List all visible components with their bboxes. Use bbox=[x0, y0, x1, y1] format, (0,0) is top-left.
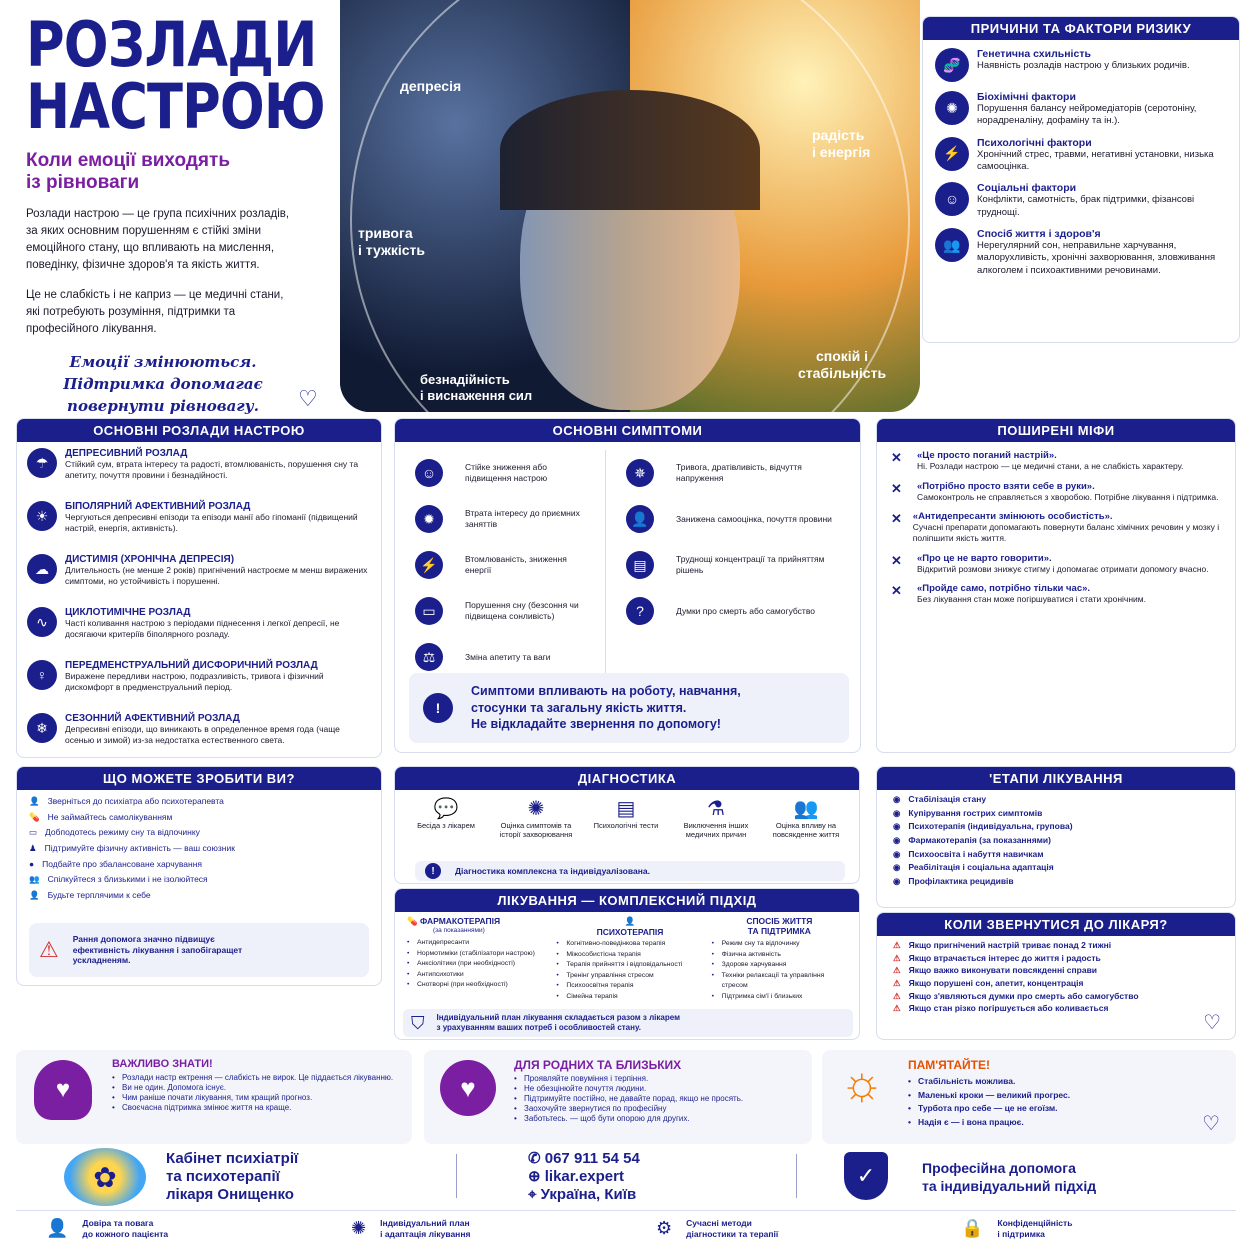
selfhelp-item: ▭ Добподотесь режиму сну та відпочинку bbox=[29, 827, 200, 838]
stages-title: 'ЕТАПИ ЛІКУВАННЯ bbox=[877, 767, 1235, 790]
page-subtitle: Коли емоції виходять із рівноваги bbox=[26, 150, 231, 193]
cross-icon: ✕ bbox=[891, 450, 902, 465]
lock-icon: 🔒 bbox=[961, 1218, 984, 1238]
stress-icon: ✵ bbox=[626, 459, 654, 487]
myth-item: ✕ «Антидепресанти змінюють особистість». Сучасні препарати допомагають повернути баланс хімічних речовин у мозку і поліпшити якість життя. bbox=[891, 511, 1220, 543]
symptom-item: ✹ Втрата інтересу до приємних заняттів bbox=[415, 496, 605, 542]
label-hopelessness: безнадійність і виснаження сил bbox=[420, 372, 533, 403]
when-list bbox=[877, 936, 1235, 1018]
symptom-item: ⚡ Втомлюваність, зниження енергії bbox=[415, 542, 605, 588]
clinic-name: Кабінет психіатрії та психотерапії лікаря Онищенко bbox=[166, 1150, 299, 1203]
symptoms-alert bbox=[409, 673, 849, 743]
scale-icon: ⚖ bbox=[415, 643, 443, 671]
intro-paragraph-2: Це не слабкість і не каприз — це медичні стани, які потребують розуміння, підтримки та професійного лікування. bbox=[26, 288, 284, 336]
chat-icon: 💬 bbox=[433, 798, 459, 820]
family-content: ДЛЯ РОДНИХ ТА БЛИЗЬКИХ • Проявляйте повуміння і терпіння. • Не обезцінюйте почуття людини. • Підтримуйте постійно, не давайте порад, якщо не просять. • Заохочуйте звернутися по професійну • Заботьтесь. — щоб бути опорою для других. bbox=[514, 1058, 804, 1124]
selfhelp-item: 💊 Не займайтесь самолікуванням bbox=[29, 811, 173, 822]
diagnostic-item: 💬 Бесіда з лікарем bbox=[401, 796, 491, 840]
heart-icon: ♡ bbox=[1203, 1012, 1221, 1034]
remember-content: ПАМ'ЯТАЙТЕ! • Стабільність можлива. • Маленькі кроки — великий прогрес. • Турбота про себе — це не егоїзм. • Надія є — і вона працює. bbox=[908, 1058, 1188, 1129]
shield-check-icon: ✓ bbox=[844, 1152, 888, 1200]
warning-icon: ⚠ bbox=[893, 977, 901, 988]
diagnostic-item: ⚗ Виключення інших медичних причин bbox=[671, 796, 761, 840]
running-icon: ♟ bbox=[29, 842, 37, 853]
phone-icon: ✆ bbox=[528, 1150, 545, 1167]
apple-icon: ● bbox=[29, 858, 35, 869]
checklist-icon: ▤ bbox=[626, 551, 654, 579]
cross-icon: ✕ bbox=[891, 552, 902, 568]
gear-icon: ✹ bbox=[415, 505, 443, 533]
label-anxiety: тривога і тужкість bbox=[358, 225, 426, 258]
group-icon: 👥 bbox=[793, 798, 819, 820]
sun-icon: ☼ bbox=[840, 1057, 884, 1110]
warning-icon: ⚠ bbox=[39, 937, 59, 962]
footer bbox=[16, 1148, 1236, 1208]
warning-icon: ⚠ bbox=[893, 965, 901, 976]
when-panel bbox=[876, 912, 1236, 1040]
stage-item: ◉ Психотерапія (індивідуальна, групова) bbox=[893, 821, 1073, 832]
when-item: ⚠ Якщо порушені сон, апетит, концентрація bbox=[893, 977, 1084, 988]
pin-icon: ⌖ bbox=[528, 1186, 541, 1203]
treatment-plan-note bbox=[403, 1009, 853, 1037]
wave-icon: ∿ bbox=[27, 607, 57, 637]
slogan: Професійна допомога та індивідуальний підхід bbox=[922, 1160, 1097, 1194]
cause-item: 🧬 Генетична схильність Наявність розладів настрою у близьких родичів. bbox=[935, 48, 1227, 82]
brain-icon: ✺ bbox=[935, 91, 969, 125]
warning-icon: ⚠ bbox=[893, 940, 901, 950]
myth-item: ✕ «Пройде само, потрібно тільки час». Без лікування стан може погіршуватися і стати хронічним. bbox=[891, 583, 1147, 605]
symptoms-left-col bbox=[415, 450, 606, 680]
sun-icon: ☀ bbox=[27, 501, 57, 531]
myths-list bbox=[877, 442, 1235, 613]
lightning-icon: ⚡ bbox=[415, 551, 443, 579]
remember-panel bbox=[822, 1050, 1236, 1144]
intro-paragraph: Розлади настрою — це група психічних розладів, за яких основним порушенням є стійкі зміни емоційного стану, що впливають на мислення, поведінку, фізичне здоров'я та якість життя. bbox=[26, 207, 290, 272]
cross-icon: ✕ bbox=[891, 480, 902, 496]
symptom-item: ▤ Труднощі концентрації та прийняттям рішень bbox=[626, 542, 846, 588]
causes-title: ПРИЧИНИ ТА ФАКТОРИ РИЗИКУ bbox=[923, 17, 1239, 40]
diagnostic-item: ▤ Психологічні тести bbox=[581, 796, 671, 840]
myth-item: ✕ «Потрібно просто взяти себе в руки». Самоконтроль не справляється з хворобою. Потрібне лікування і підтримка. bbox=[891, 480, 1219, 502]
stage-item: ◉ Стабілізація стану bbox=[893, 794, 987, 804]
symptom-item: ⚖ Зміна апетиту та ваги bbox=[415, 634, 605, 680]
causes-panel bbox=[922, 16, 1240, 343]
plan-text: Індивідуальний план лікування складається разом з лікарем з урахуванням ваших потреб і особливостей стану. bbox=[436, 1013, 680, 1032]
feature-item: 🔒 Конфіденційність і підтримка bbox=[961, 1217, 1073, 1239]
myth-item: ✕ «Про це не варто говорити». Відкритий розмови знижує стигму і допомагає отримати допомогу вчасно. bbox=[891, 552, 1209, 574]
brain-icon: ✺ bbox=[351, 1218, 367, 1238]
disorders-title: ОСНОВНІ РОЗЛАДИ НАСТРОЮ bbox=[17, 419, 381, 442]
selfhelp-panel bbox=[16, 766, 382, 986]
site-link[interactable]: ⊕ likar.expert bbox=[528, 1168, 624, 1185]
people-icon: 👥 bbox=[29, 874, 40, 885]
rain-cloud-icon: ☂ bbox=[27, 448, 57, 478]
when-item: ⚠ Якщо з'являються думки про смерть або самогубство bbox=[893, 990, 1139, 1001]
warning-icon: ⚠ bbox=[893, 990, 901, 1001]
cause-item: ✺ Біохімічні фактори Порушення балансу нейромедіаторів (серотоніну, норадреналіну, дофаміну та ін.). bbox=[935, 91, 1227, 128]
important-list: • Розлади настр ектрення — слабкість не вирок. Це піддається лікуванню. • Ви не один. Допомога існує. • Чим раніше почати лікування, тим кращий прогноз. • Своєчасна підтримка змінює життя на краще. bbox=[112, 1073, 402, 1113]
selfhelp-list bbox=[17, 790, 381, 911]
stages-list bbox=[877, 790, 1235, 890]
treatment-col-pharma: 💊 ФАРМАКОТЕРАПІЯ (за показаннями) • Антидепресанти • Нормотиміки (стабілізатори настрою) • Анксіолітики (при необхідності) • Антипсихотики • Снотворні (при необхідності) bbox=[403, 916, 552, 1002]
symptoms-grid bbox=[395, 442, 860, 680]
stage-item: ◉ Фармакотерапія (за показаннями) bbox=[893, 834, 1051, 845]
diagnostics-items bbox=[395, 790, 859, 840]
quote: Емоції змінюються. Підтримка допомагає повернути рівновагу. bbox=[63, 353, 263, 415]
when-item: ⚠ Якщо втрачається інтерес до життя і радость bbox=[893, 952, 1101, 963]
disorder-item: ♀ ПЕРЕДМЕНСТРУАЛЬНИЙ ДИСФОРИЧНИЙ РОЗЛАД Виражене передливи настрою, подразливість, тривога і фізичний дискомфорт в предменструальний період. bbox=[27, 660, 371, 708]
diagnostic-item: ✺ Оцінка симптомів та історії захворювання bbox=[491, 796, 581, 840]
when-title: КОЛИ ЗВЕРНУТИСЯ ДО ЛІКАРЯ? bbox=[877, 913, 1235, 936]
warning-text: Рання допомога значно підвищує ефективність лікування і запобігаращет ускладненям. bbox=[72, 934, 243, 966]
disorder-item: ☀ БІПОЛЯРНИЙ АФЕКТИВНИЙ РОЗЛАД Чергуються депресивні епізоди та епізоди манії або гіпоманії (підвищений настрій, енергія, активність). bbox=[27, 501, 371, 549]
treatment-title: ЛІКУВАННЯ — КОМПЛЕКСНИЙ ПІДХІД bbox=[395, 889, 859, 912]
cross-icon: ✕ bbox=[891, 511, 902, 527]
user-heart-icon: 👤 bbox=[46, 1218, 69, 1238]
when-item: ⚠ Якщо пригнічений настрій триває понад 2 тижні bbox=[893, 940, 1112, 950]
disorder-item: ☁ ДИСТИМІЯ (ХРОНІЧНА ДЕПРЕСІЯ) Длительность (не менше 2 років) пригнічений настроєме м менш виражених симптоми, но устойчивість і порушенні. bbox=[27, 554, 371, 602]
stage-icon: ◉ bbox=[893, 807, 901, 818]
flask-icon: ⚗ bbox=[707, 798, 725, 820]
alert-text: Симптоми впливають на роботу, навчання, стосунки та загальну якість життя. Не відкладайте звернення по допомогу! bbox=[471, 683, 741, 732]
family-list: • Проявляйте повуміння і терпіння. • Не обезцінюйте почуття людини. • Підтримуйте постійно, не давайте порад, якщо не просять. • Заохочуйте звернутися по професійну • Заботьтесь. — щоб бути опорою для других. bbox=[514, 1074, 804, 1124]
heart-icon: ♡ bbox=[298, 386, 318, 411]
stage-icon: ◉ bbox=[893, 862, 901, 873]
stage-item: ◉ Купірування гострих симптомів bbox=[893, 807, 1043, 818]
pill-icon: 💊 bbox=[29, 811, 40, 822]
features-bar bbox=[16, 1210, 1236, 1246]
stage-icon: ◉ bbox=[893, 821, 901, 832]
person-icon: 👤 bbox=[626, 505, 654, 533]
exclamation-icon: ! bbox=[425, 863, 441, 879]
exclamation-icon: ! bbox=[423, 693, 453, 723]
when-item: ⚠ Якщо стан різко погіршується або коливається bbox=[893, 1003, 1109, 1014]
stage-item: ◉ Реабілітація і соціальна адаптація bbox=[893, 862, 1054, 873]
feature-item: 👤 Довіра та повага до кожного пацієнта bbox=[46, 1217, 169, 1239]
pharma-list: • Антидепресанти • Нормотиміки (стабілізатори настрою) • Анксіолітики (при необхідності) • Антипсихотики • Снотворні (при необхідності) bbox=[407, 938, 548, 991]
contact-block bbox=[528, 1150, 640, 1204]
diagnostics-title: ДІАГНОСТИКА bbox=[395, 767, 859, 790]
diagnostics-note: ! Діагностика комплексна та індивідуалізована. bbox=[415, 861, 845, 881]
bed-icon: ▭ bbox=[29, 827, 38, 838]
stage-icon: ◉ bbox=[893, 875, 901, 886]
symptoms-title: ОСНОВНІ СИМПТОМИ bbox=[395, 419, 860, 442]
selfhelp-warning bbox=[29, 923, 369, 977]
remember-list: • Стабільність можлива. • Маленькі кроки — великий прогрес. • Турбота про себе — це не егоїзм. • Надія є — і вона працює. bbox=[908, 1075, 1188, 1129]
bed-icon: ▭ bbox=[415, 597, 443, 625]
label-depression: депресія bbox=[400, 78, 462, 94]
lifestyle-list: • Режим сну та відпочинку • Фізична активність • Здорове харчування • Техніки релаксації та управління стресом • Підтримка сім'ї і близьких bbox=[712, 939, 847, 1002]
myths-title: ПОШИРЕНІ МІФИ bbox=[877, 419, 1235, 442]
when-item: ⚠ Якщо важко виконувати повсякденні справи bbox=[893, 965, 1098, 976]
person-icon: 👤 bbox=[29, 889, 40, 900]
symptom-item: 👤 Занижена самооцінка, почуття провини bbox=[626, 496, 846, 542]
warning-icon: ⚠ bbox=[893, 952, 901, 963]
globe-icon: ⊕ bbox=[528, 1168, 545, 1185]
symptom-item: ? Думки про смерть або самогубство bbox=[626, 588, 846, 634]
myth-item: ✕ «Це просто поганий настрій». Ні. Розлади настрою — це медичні стани, а не слабкість характеру. bbox=[891, 450, 1184, 471]
heart-icon: ♡ bbox=[1202, 1113, 1220, 1135]
label-calm: спокій і стабільність bbox=[798, 348, 887, 381]
gear-icon: ⚙ bbox=[656, 1218, 673, 1238]
warning-icon: ⚠ bbox=[893, 1003, 901, 1014]
disorder-item: ∿ ЦИКЛОТИМІЧНЕ РОЗЛАД Часті коливання настрою з періодами піднесення і легкої депресії, не досягаючи критеріїв біполярного розладу. bbox=[27, 607, 371, 655]
selfhelp-item: 👥 Спілкуйтеся з близькими і не ізолюйтеся bbox=[29, 874, 208, 885]
important-panel bbox=[16, 1050, 412, 1144]
feature-item: ⚙ Сучасні методи діагностики та терапії bbox=[656, 1217, 779, 1239]
hero-illustration bbox=[340, 0, 920, 412]
clipboard-icon: ▤ bbox=[616, 798, 636, 820]
selfhelp-item: ♟ Підтримуйте фізичну активність — ваш союзник bbox=[29, 842, 235, 853]
brain-icon: ✺ bbox=[527, 798, 545, 820]
person-icon: 👤 bbox=[624, 916, 636, 926]
important-content: ВАЖЛИВО ЗНАТИ! • Розлади настр ектрення — слабкість не вирок. Це піддається лікуванню. • Ви не один. Допомога існує. • Чим раніше почати лікування, тим кращий прогноз. • Своєчасна підтримка змінює життя на краще. bbox=[112, 1058, 402, 1113]
cause-item: ⚡ Психологічні фактори Хронічний стрес, травми, негативні установки, низька самооцінка. bbox=[935, 137, 1227, 174]
selfhelp-item: 👤 Будьте терплячими к себе bbox=[29, 889, 151, 900]
treatment-panel bbox=[394, 888, 860, 1040]
shield-icon: ⛉ bbox=[411, 1012, 425, 1033]
disorders-panel bbox=[16, 418, 382, 758]
title-block bbox=[26, 8, 356, 418]
pill-icon: 💊 bbox=[407, 916, 420, 926]
symptoms-right-col bbox=[606, 450, 846, 680]
stages-panel bbox=[876, 766, 1236, 908]
feature-item: ✺ Індивідуальний план і адаптація лікування bbox=[351, 1217, 471, 1239]
stage-icon: ◉ bbox=[893, 834, 901, 845]
treatment-col-psycho: 👤 ПСИХОТЕРАПІЯ • Когнітивно-поведінкова терапія • Міжособистісна терапія • Терапія прийняття і відповідальності • Тренінг управління стресом • Психоосвітня терапія • Сімейна терапія bbox=[552, 916, 707, 1002]
selfhelp-item: 👤 Зверніться до психіатра або психотерапевта bbox=[29, 796, 224, 806]
stage-item: ◉ Психоосвіта і набуття навичкам bbox=[893, 848, 1044, 859]
stage-icon: ◉ bbox=[893, 794, 901, 804]
diagnostic-item: 👥 Оцінка впливу на повсякденне життя bbox=[761, 796, 851, 840]
treatment-col-lifestyle: СПОСІБ ЖИТТЯ ТА ПІДТРИМКА • Режим сну та відпочинку • Фізична активність • Здорове харчування • Техніки релаксації та управління стресом • Підтримка сім'ї і близьких bbox=[708, 916, 851, 1002]
psycho-list: • Когнітивно-поведінкова терапія • Міжособистісна терапія • Терапія прийняття і відповідальності • Тренінг управління стресом • Психоосвітня терапія • Сімейна терапія bbox=[556, 939, 703, 1002]
smile-icon: ☺ bbox=[415, 459, 443, 487]
people-icon: ☺ bbox=[935, 182, 969, 216]
selfhelp-title: ЩО МОЖЕТЕ ЗРОБИТИ ВИ? bbox=[17, 767, 381, 790]
cross-icon: ✕ bbox=[891, 583, 902, 599]
question-icon: ? bbox=[626, 597, 654, 625]
footer-divider bbox=[796, 1154, 797, 1198]
selfhelp-item: ● Подбайте про збалансоване харчування bbox=[29, 858, 203, 869]
lightning-icon: ⚡ bbox=[935, 137, 969, 171]
symptoms-panel bbox=[394, 418, 861, 753]
group-icon: 👥 bbox=[935, 228, 969, 262]
cloud-icon: ☁ bbox=[27, 554, 57, 584]
disorders-list bbox=[17, 442, 381, 758]
footer-divider bbox=[456, 1154, 457, 1198]
stage-icon: ◉ bbox=[893, 848, 901, 859]
stage-item: ◉ Профілактика рецидивів bbox=[893, 875, 1014, 886]
cause-item: ☺ Соціальні фактори Конфлікти, самотність, брак підтримки, фізансові труднощі. bbox=[935, 182, 1227, 219]
snowflake-icon: ❄ bbox=[27, 713, 57, 743]
disorder-item: ☂ ДЕПРЕСИВНИЙ РОЗЛАД Стійкий сум, втрата інтересу та радості, втомлюваність, порушення сну та апетиту, почуття провини і безнадійності. bbox=[27, 448, 371, 496]
hands-heart-icon: ♥ bbox=[440, 1060, 496, 1116]
head-heart-icon: ♥ bbox=[34, 1060, 92, 1120]
phone-link[interactable]: ✆ 067 911 54 54 bbox=[528, 1150, 640, 1167]
clinic-logo: ✿ bbox=[64, 1148, 146, 1206]
causes-list bbox=[923, 40, 1239, 285]
treatment-columns bbox=[395, 912, 859, 1002]
cause-item: 👥 Спосіб життя і здоров'я Нерегулярний сон, неправильне харчування, малорухливість, хронічні захворювання, зловживання алкоголем і психоактивними речовинами. bbox=[935, 228, 1227, 277]
symptom-item: ✵ Тривога, дратівливість, відчуття напруження bbox=[626, 450, 846, 496]
myths-panel bbox=[876, 418, 1236, 753]
label-joy: радість і енергія bbox=[812, 127, 871, 160]
diagnostics-panel bbox=[394, 766, 860, 884]
female-icon: ♀ bbox=[27, 660, 57, 690]
disorder-item: ❄ СЕЗОННИЙ АФЕКТИВНИЙ РОЗЛАД Депресивні епізоди, що виникають в определенное время года (чаще осенью и зимой) из-за недостатка естественного света. bbox=[27, 713, 371, 758]
family-panel bbox=[424, 1050, 812, 1144]
symptom-item: ▭ Порушення сну (безсоння чи підвищена сонливість) bbox=[415, 588, 605, 634]
dna-icon: 🧬 bbox=[935, 48, 969, 82]
symptom-item: ☺ Стійке зниження або підвищення настрою bbox=[415, 450, 605, 496]
page-title: РОЗЛАДИ НАСТРОЮ bbox=[26, 8, 325, 143]
person-icon: 👤 bbox=[29, 796, 40, 806]
location: ⌖ Україна, Київ bbox=[528, 1186, 637, 1203]
